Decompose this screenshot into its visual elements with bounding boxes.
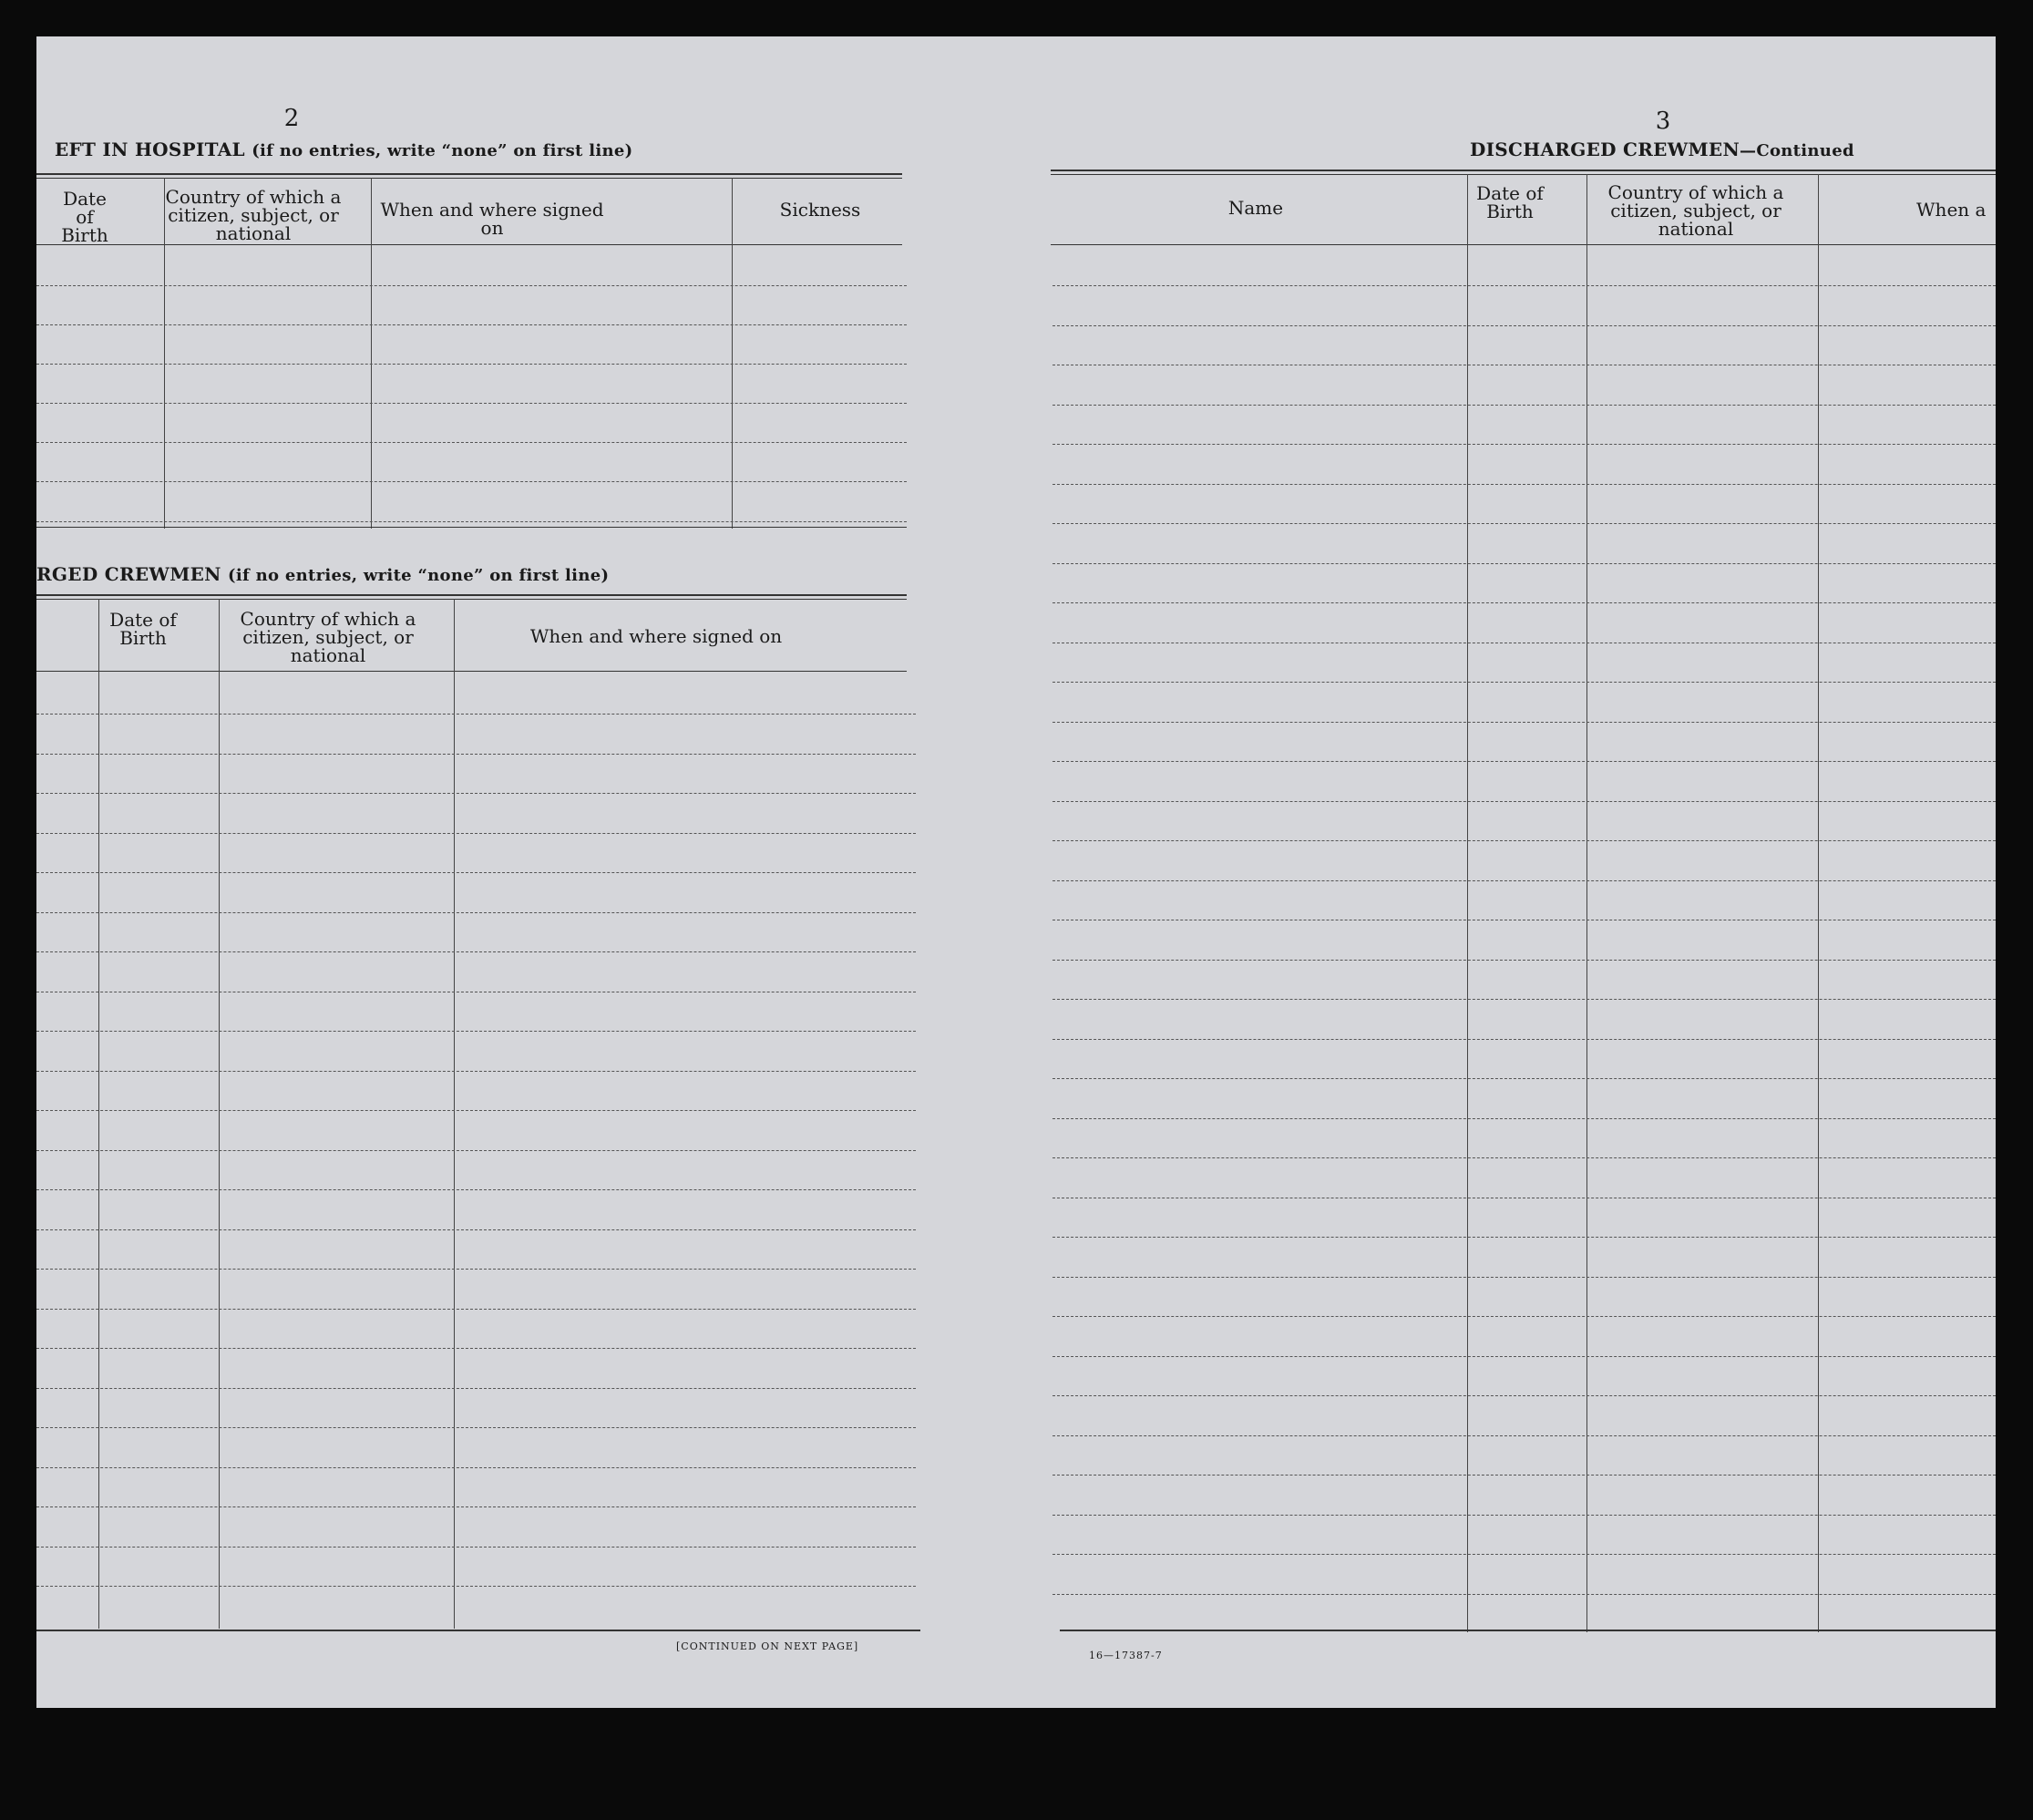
table-rows xyxy=(1052,246,1996,1631)
section-note: (if no entries, write “none” on first line) xyxy=(252,141,633,160)
table-row xyxy=(1052,1515,1996,1516)
page-number: 2 xyxy=(283,105,300,132)
table-row xyxy=(1052,761,1996,762)
table-row xyxy=(36,1388,916,1389)
table-row xyxy=(36,1467,916,1468)
rule xyxy=(1051,174,1996,175)
rule xyxy=(36,527,907,528)
table-row xyxy=(1052,1237,1996,1238)
table-row xyxy=(36,1269,916,1270)
rule xyxy=(36,599,907,600)
table-row xyxy=(1052,602,1996,603)
col-when-where: When a xyxy=(1916,199,1987,221)
table-row xyxy=(36,521,907,522)
table-row xyxy=(1052,1435,1996,1436)
table-row xyxy=(36,481,907,482)
table-row xyxy=(1052,1356,1996,1357)
table-row xyxy=(36,1031,916,1032)
table-row xyxy=(36,1150,916,1151)
table-row xyxy=(1052,722,1996,723)
col-name: Name xyxy=(1227,197,1284,219)
table-row xyxy=(36,1189,916,1190)
table-row xyxy=(36,1586,916,1587)
table-row xyxy=(1052,960,1996,961)
table-row xyxy=(1052,880,1996,881)
page-number: 3 xyxy=(1655,108,1671,135)
table-rows-discharged xyxy=(36,674,916,1631)
table-row xyxy=(36,1309,916,1310)
table-row xyxy=(36,1110,916,1111)
header-rule xyxy=(36,244,902,245)
table-row xyxy=(1052,999,1996,1000)
table-row xyxy=(36,364,907,365)
table-row xyxy=(36,912,916,913)
table-row xyxy=(1052,1554,1996,1555)
table-row xyxy=(1052,682,1996,683)
continued-note: [CONTINUED ON NEXT PAGE] xyxy=(676,1640,859,1652)
table-row xyxy=(1052,1277,1996,1278)
table-row xyxy=(36,403,907,404)
table-row xyxy=(1052,405,1996,406)
table-row xyxy=(36,833,916,834)
table-row xyxy=(1052,1078,1996,1079)
section-suffix: —Continued xyxy=(1740,141,1854,160)
table-row xyxy=(1052,325,1996,326)
table-row xyxy=(1052,484,1996,485)
section-heading-hospital xyxy=(55,139,632,160)
table-row xyxy=(36,1071,916,1072)
table-row xyxy=(36,1348,916,1349)
table-row xyxy=(1052,801,1996,802)
rule xyxy=(1060,1630,1996,1631)
table-row xyxy=(1052,840,1996,841)
col-country: Country of which a citizen, subject, or national xyxy=(240,608,416,666)
table-row xyxy=(36,285,907,286)
table-row xyxy=(1052,1475,1996,1476)
table-row xyxy=(1052,563,1996,564)
table-row xyxy=(1052,1118,1996,1119)
table-row xyxy=(1052,1157,1996,1158)
section-title: RGED CREWMEN xyxy=(36,563,221,585)
section-heading-discharged xyxy=(36,563,609,585)
section-note: (if no entries, write “none” on first line) xyxy=(228,566,610,585)
col-date-of-birth: Date of Birth xyxy=(1476,182,1544,222)
table-row xyxy=(36,793,916,794)
col-when-where: When and where signed on xyxy=(380,199,604,239)
table-row xyxy=(36,324,907,325)
table-rows-hospital xyxy=(36,246,907,529)
col-country: Country of which a citizen, subject, or national xyxy=(1607,181,1784,240)
table-row xyxy=(36,1547,916,1548)
header-rule xyxy=(36,671,907,672)
section-title: EFT IN HOSPITAL xyxy=(55,139,245,160)
col-date-of-birth: Date of Birth xyxy=(61,188,108,246)
rule xyxy=(1051,170,1996,171)
section-title: DISCHARGED CREWMEN xyxy=(1470,139,1740,160)
table-row xyxy=(1052,285,1996,286)
form-number: 16—17387-7 xyxy=(1089,1650,1163,1661)
rule xyxy=(36,1630,920,1631)
col-sickness: Sickness xyxy=(779,199,861,221)
table-row xyxy=(36,951,916,952)
header-rule xyxy=(1051,244,1996,245)
left-page xyxy=(36,36,978,1708)
section-heading-discharged-continued xyxy=(1470,139,1854,160)
table-row xyxy=(1052,1594,1996,1595)
table-row xyxy=(36,442,907,443)
table-row xyxy=(1052,444,1996,445)
rule xyxy=(36,173,902,175)
table-row xyxy=(36,872,916,873)
col-date-of-birth: Date of Birth xyxy=(109,609,177,649)
rule xyxy=(36,594,907,596)
col-when-where: When and where signed on xyxy=(529,625,783,647)
table-row xyxy=(36,1427,916,1428)
table-row xyxy=(1052,523,1996,524)
right-page xyxy=(978,36,1996,1708)
table-row xyxy=(36,714,916,715)
table-row xyxy=(1052,1395,1996,1396)
table-row xyxy=(36,1229,916,1230)
table-row xyxy=(36,1506,916,1507)
col-country: Country of which a citizen, subject, or national xyxy=(165,186,342,244)
table-row xyxy=(36,754,916,755)
table-row xyxy=(1052,1316,1996,1317)
rule xyxy=(36,178,902,179)
table-row xyxy=(1052,1039,1996,1040)
